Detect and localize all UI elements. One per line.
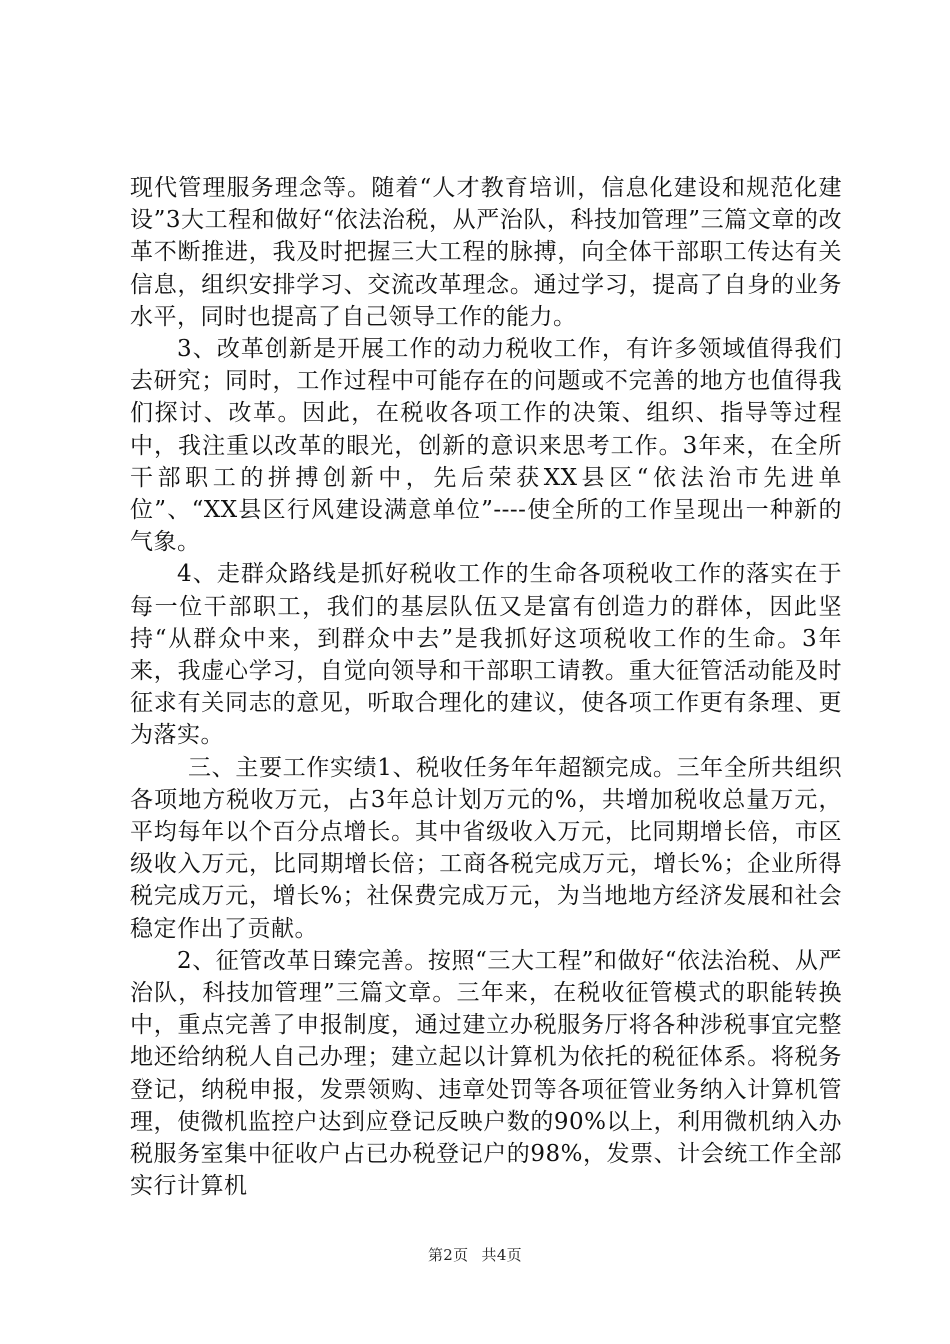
document-body bbox=[130, 172, 842, 1203]
page-number: 第2页 bbox=[428, 1246, 469, 1264]
paragraph-reform-innovation: 3、改革创新是开展工作的动力税收工作，有许多领域值得我们去研究；同时，工作过程中可能存在的问题或不完善的地方也值得我们探讨、改革。因此，在税收各项工作的决策、组织、指导等过程中，我注重以改革的眼光，创新的意识来思考工作。3年来，在全所干部职工的拼搏创新中，先后荣获XX县区“依法治市先进单位”、“XX县区行风建设满意单位”----使全所的工作呈现出一种新的气象。 bbox=[130, 336, 842, 556]
paragraph-continuation: 现代管理服务理念等。随着“人才教育培训，信息化建设和规范化建设”3大工程和做好“依法治税，从严治队，科技加管理”三篇文章的改革不断推进，我及时把握三大工程的脉搏，向全体干部职工传达有关信息，组织安排学习、交流改革理念。通过学习，提高了自身的业务水平，同时也提高了自己领导工作的能力。 bbox=[130, 175, 842, 330]
paragraph-collection-reform: 2、征管改革日臻完善。按照“三大工程”和做好“依法治税、从严治队，科技加管理”三篇文章。三年来，在税收征管模式的职能转换中，重点完善了申报制度，通过建立办税服务厅将各种涉税事宜完整地还给纳税人自己办理；建立起以计算机为依托的税征体系。将税务登记，纳税申报，发票领购、违章处罚等各项征管业务纳入计算机管理，使微机监控户达到应登记反映户数的90%以上，利用微机纳入办税服务室集中征收户占已办税登记户的98%，发票、计会统工作全部实行计算机 bbox=[130, 947, 842, 1200]
page-footer bbox=[0, 1244, 950, 1265]
paragraph-mass-line: 4、走群众路线是抓好税收工作的生命各项税收工作的落实在于每一位干部职工，我们的基层队伍又是富有创造力的群体，因此坚持“从群众中来，到群众中去”是我抓好这项税收工作的生命。3年来，我虚心学习，自觉向领导和干部职工请教。重大征管活动能及时征求有关同志的意见，听取合理化的建议，使各项工作更有条理、更为落实。 bbox=[130, 561, 842, 749]
page-total: 共4页 bbox=[481, 1246, 522, 1264]
paragraph-work-achievements: 三、主要工作实绩1、税收任务年年超额完成。三年全所共组织各项地方税收万元，占3年总计划万元的%，共增加税收总量万元，平均每年以个百分点增长。其中省级收入万元，比同期增长倍，市区级收入万元，比同期增长倍；工商各税完成万元，增长%；企业所得税完成万元，增长%；社保费完成万元，为当地地方经济发展和社会稳定作出了贡献。 bbox=[130, 754, 842, 942]
